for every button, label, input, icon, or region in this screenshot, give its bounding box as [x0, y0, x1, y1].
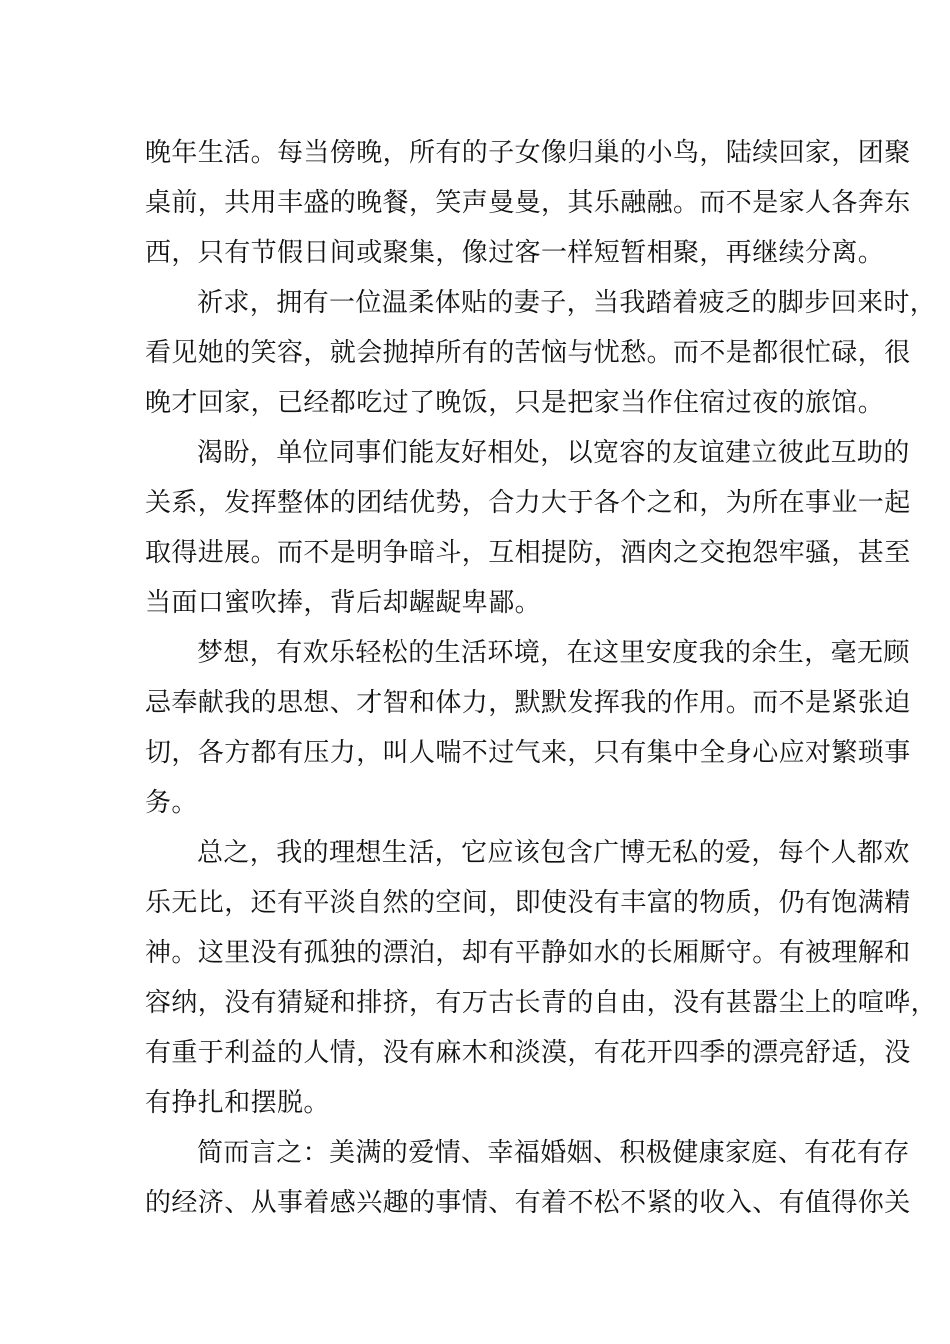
text-line: 桌前，共用丰盛的晚餐，笑声曼曼，其乐融融。而不是家人各奔东 — [145, 188, 911, 218]
text-line: 有重于利益的人情，没有麻木和淡漠，有花开四季的漂亮舒适，没 — [145, 1038, 911, 1068]
text-line: 的经济、从事着感兴趣的事情、有着不松不紧的收入、有值得你关 — [145, 1188, 911, 1218]
text-line: 总之，我的理想生活，它应该包含广博无私的爱，每个人都欢 — [197, 838, 910, 868]
text-line: 简而言之：美满的爱情、幸福婚姻、积极健康家庭、有花有存 — [197, 1138, 910, 1168]
text-line: 当面口蜜吹捧，背后却龌龊卑鄙。 — [145, 588, 542, 618]
text-line: 渴盼，单位同事们能友好相处，以宽容的友谊建立彼此互助的 — [197, 438, 910, 468]
document-body — [145, 128, 938, 1228]
text-line: 忌奉献我的思想、才智和体力，默默发挥我的作用。而不是紧张迫 — [145, 688, 911, 718]
text-line: 关系，发挥整体的团结优势，合力大于各个之和，为所在事业一起 — [145, 488, 911, 518]
text-line: 看见她的笑容，就会抛掉所有的苦恼与忧愁。而不是都很忙碌，很 — [145, 338, 911, 368]
text-line: 梦想，有欢乐轻松的生活环境，在这里安度我的余生，毫无顾 — [197, 638, 910, 668]
text-line: 务。 — [145, 788, 198, 818]
text-line: 祈求，拥有一位温柔体贴的妻子，当我踏着疲乏的脚步回来时， — [197, 288, 937, 318]
text-line: 晚年生活。每当傍晚，所有的子女像归巢的小鸟，陆续回家，团聚 — [145, 138, 911, 168]
text-line: 西，只有节假日间或聚集，像过客一样短暂相聚，再继续分离。 — [145, 238, 885, 268]
text-line: 晚才回家，已经都吃过了晚饭，只是把家当作住宿过夜的旅馆。 — [145, 388, 885, 418]
text-line: 乐无比，还有平淡自然的空间，即使没有丰富的物质，仍有饱满精 — [145, 888, 911, 918]
text-line: 有挣扎和摆脱。 — [145, 1088, 330, 1118]
text-line: 切，各方都有压力，叫人喘不过气来，只有集中全身心应对繁琐事 — [145, 738, 911, 768]
text-line: 取得进展。而不是明争暗斗，互相提防，酒肉之交抱怨牢骚，甚至 — [145, 538, 911, 568]
text-line: 神。这里没有孤独的漂泊，却有平静如水的长厢厮守。有被理解和 — [145, 938, 911, 968]
text-line: 容纳，没有猜疑和排挤，有万古长青的自由，没有甚嚣尘上的喧哗， — [145, 988, 938, 1018]
